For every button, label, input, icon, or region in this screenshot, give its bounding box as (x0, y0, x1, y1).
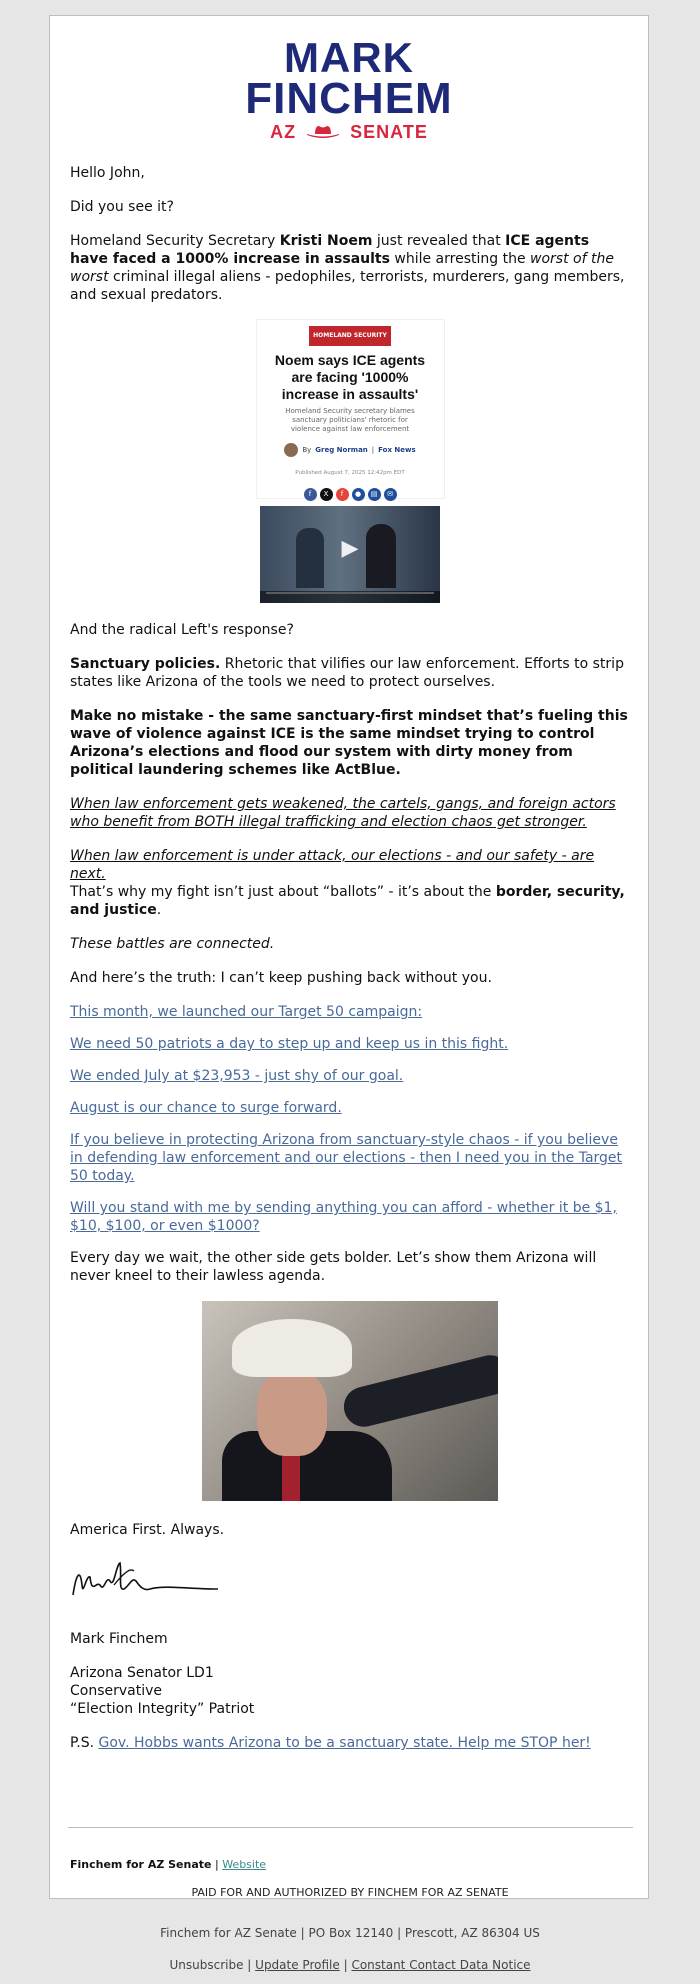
donate-link-august[interactable]: August is our chance to surge forward. (70, 1100, 342, 1116)
sep: | (343, 1958, 352, 1972)
article-video[interactable] (260, 506, 440, 603)
signer-name: Mark Finchem (70, 1631, 168, 1647)
email-card (49, 15, 649, 1899)
share-icons (257, 488, 444, 501)
ps-link[interactable]: Gov. Hobbs wants Arizona to be a sanctuary state. Help me STOP her! (98, 1735, 591, 1751)
unsubscribe-row (0, 1958, 700, 1972)
paragraph-connected: These battles are connected. (70, 936, 275, 952)
play-icon[interactable]: ▶ (341, 535, 359, 561)
donate-link-believe[interactable]: If you believe in protecting Arizona from sanctuary-style chaos - if you believe in defending law enforcement and our elections - then I need you in the Target 50 today. (70, 1132, 623, 1184)
italic-under-attack: When law enforcement is under attack, our elections - and our safety - are next. (70, 848, 595, 882)
flipboard-icon: f (336, 488, 349, 501)
website-link[interactable]: Website (222, 1858, 267, 1871)
signature-image (70, 1555, 630, 1612)
logo-az: AZ (270, 121, 297, 142)
donate-link-july[interactable]: We ended July at $23,953 - just shy of our goal. (70, 1068, 404, 1084)
author-avatar (284, 443, 298, 457)
video-controls[interactable] (260, 591, 440, 603)
unsubscribe-link[interactable]: Unsubscribe (169, 1958, 244, 1972)
article-headline: Noem says ICE agents are facing '1000% increase in assaults' (274, 352, 426, 402)
article-published: Published August 7, 2025 12:42pm EDT (295, 470, 405, 476)
logo-line-finchem: FINCHEM (245, 73, 453, 123)
postscript (70, 1734, 630, 1752)
mailing-address: Finchem for AZ Senate | PO Box 12140 | Prescott, AZ 86304 US (160, 1926, 540, 1940)
text: Rhetoric that vilifies our law enforcement. Efforts to strip states like Arizona of the tools we need to protect ourselves. (70, 656, 624, 690)
paragraph-noem (70, 232, 630, 304)
update-profile-link[interactable]: Update Profile (255, 1958, 340, 1972)
bold-border: border, security, and justice (70, 884, 625, 918)
italic-worst: worst of the worst (70, 251, 614, 285)
footer-brand-line (70, 1858, 266, 1871)
outlet-name: Fox News (378, 446, 416, 454)
paragraph-sanctuary (70, 655, 630, 691)
facebook-icon: f (304, 488, 317, 501)
donate-link-50-patriots[interactable]: We need 50 patriots a day to step up and keep us in this fight. (70, 1036, 509, 1052)
bold-ice-assaults: ICE agents have faced a 1000% increase in assaults (70, 233, 590, 267)
photo-tie (282, 1451, 300, 1501)
paragraph-under-attack (70, 847, 630, 919)
x-icon: X (320, 488, 333, 501)
byline-by: By (302, 446, 312, 454)
campaign-logo[interactable] (50, 34, 648, 143)
text: just revealed that (372, 233, 506, 249)
email-body (70, 164, 630, 1768)
ps-label: P.S. (70, 1735, 99, 1751)
cowboy-hat-icon (306, 122, 340, 143)
logo-senate: SENATE (350, 121, 428, 142)
fox-news-article-image[interactable] (257, 320, 444, 603)
article-byline (257, 441, 444, 459)
paragraph-law-weakened: When law enforcement gets weakened, the cartels, gangs, and foreign actors who benefit from BOTH illegal trafficking and election chaos get stronger. (70, 796, 616, 830)
bold-sanctuary: Sanctuary policies. (70, 656, 221, 672)
byline-sep: | (371, 446, 375, 454)
signer-titles (70, 1664, 630, 1718)
paragraph-left-response: And the radical Left's response? (70, 622, 294, 638)
photo-hat (232, 1319, 352, 1377)
title-conservative: Conservative (70, 1683, 163, 1699)
paragraph-make-no-mistake: Make no mistake - the same sanctuary-first mindset that’s fueling this wave of violence against ICE is the same mindset trying to control Arizona’s elections and flood our system with dirty money from political laundering schemes like ActBlue. (70, 708, 628, 778)
candidate-photo[interactable] (202, 1301, 498, 1501)
donate-link-stand-with-me[interactable]: Will you stand with me by sending anything you can afford - whether it be $1, $10, $100, or even $1000? (70, 1200, 617, 1234)
video-person-left (296, 528, 324, 588)
paid-for-disclaimer: PAID FOR AND AUTHORIZED BY FINCHEM FOR AZ SENATE (191, 1886, 509, 1899)
footer-divider (68, 1827, 633, 1828)
article-card (257, 320, 444, 498)
text: while arresting the (389, 251, 531, 267)
closing: America First. Always. (70, 1522, 225, 1538)
video-person-right (366, 524, 396, 588)
paragraph-every-day: Every day we wait, the other side gets bolder. Let’s show them Arizona will never kneel to their lawless agenda. (70, 1250, 597, 1284)
data-notice-link[interactable]: Constant Contact Data Notice (351, 1958, 531, 1972)
greeting: Hello John, (70, 165, 145, 181)
article-badge: HOMELAND SECURITY (309, 326, 391, 346)
donate-link-target50[interactable]: This month, we launched our Target 50 campaign: (70, 1004, 423, 1020)
footer-sep: | (211, 1858, 223, 1871)
author-name: Greg Norman (315, 446, 368, 454)
bold-noem: Kristi Noem (279, 233, 373, 249)
sep: | (247, 1958, 256, 1972)
paragraph-did-you-see: Did you see it? (70, 199, 174, 215)
photo-face (257, 1371, 327, 1456)
logo-line-mark: MARK (284, 34, 414, 81)
paragraph-truth: And here’s the truth: I can’t keep pushing back without you. (70, 970, 492, 986)
footer-brand: Finchem for AZ Senate (70, 1858, 212, 1871)
text: criminal illegal aliens - pedophiles, terrorists, murderers, gang members, and sexual predators. (70, 269, 625, 303)
comment-icon: ● (352, 488, 365, 501)
article-subhead: Homeland Security secretary blames sanctuary politicians' rhetoric for violence against law enforcement (285, 407, 415, 433)
text: That’s why my fight isn’t just about “ballots” - it’s about the (70, 884, 496, 900)
logo-line-az-senate (50, 122, 648, 144)
email-icon: ✉ (384, 488, 397, 501)
text: . (156, 902, 162, 918)
print-icon: ▤ (368, 488, 381, 501)
title-patriot: “Election Integrity” Patriot (70, 1701, 255, 1717)
title-senator: Arizona Senator LD1 (70, 1665, 214, 1681)
text: Homeland Security Secretary (70, 233, 280, 249)
photo-arm (340, 1351, 498, 1431)
